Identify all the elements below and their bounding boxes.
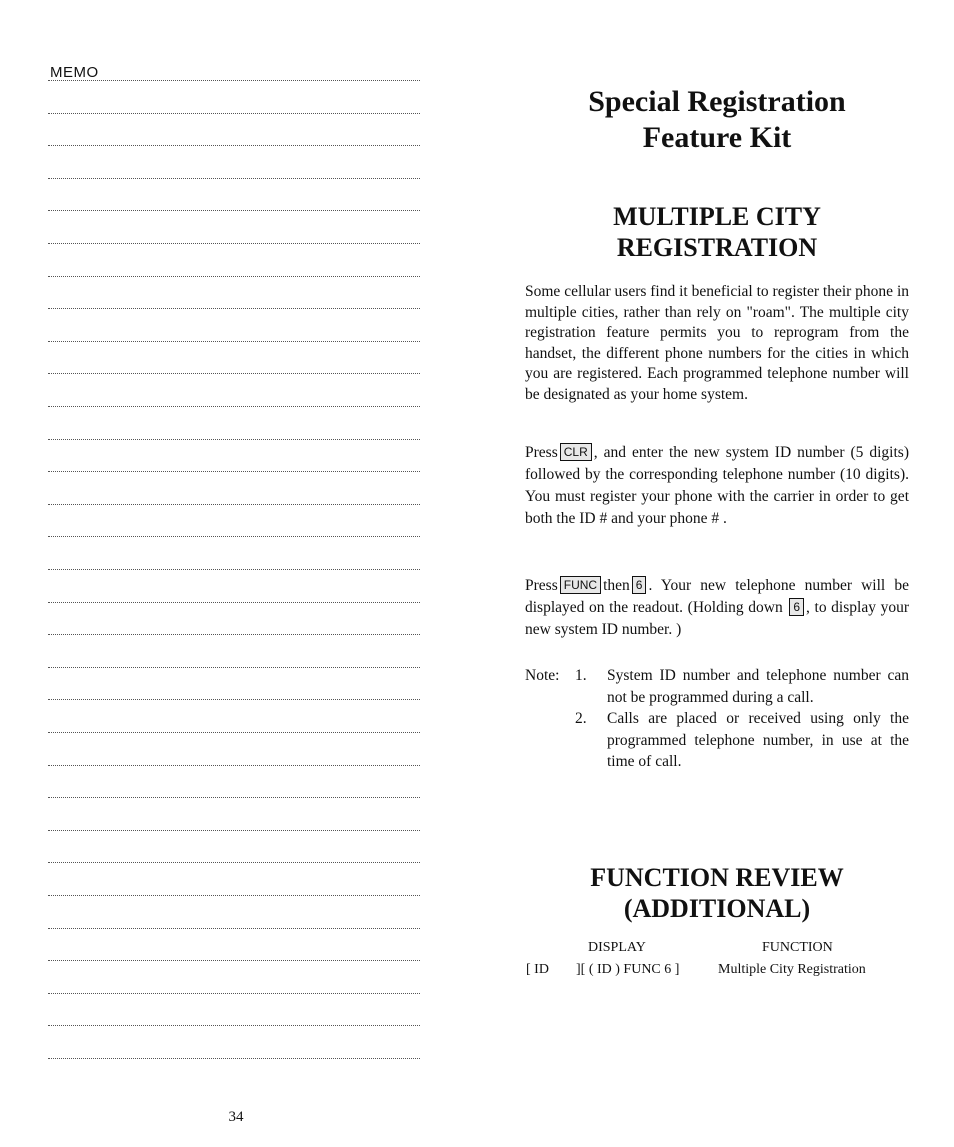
- memo-line: [48, 1058, 420, 1059]
- column-header-display: DISPLAY: [588, 940, 646, 955]
- memo-line: [48, 536, 420, 537]
- func-instruction-paragraph: [525, 575, 909, 641]
- memo-line: [48, 569, 420, 570]
- memo-line: [48, 928, 420, 929]
- memo-line: [48, 797, 420, 798]
- memo-line: [48, 341, 420, 342]
- func-instruction-text-1: . Your new telephone number will be displayed on the readout. (Holding down: [525, 577, 909, 616]
- note-text-1: System ID number and telephone number can not be programmed during a call.: [607, 667, 909, 706]
- page-number: 34: [228, 1109, 244, 1125]
- note-item-1: [525, 665, 909, 708]
- memo-line: [48, 373, 420, 374]
- func-key-icon: FUNC: [560, 576, 601, 594]
- memo-line: [48, 830, 420, 831]
- page-title-line-1: Special Registration: [588, 85, 846, 118]
- note-number-2: 2.: [575, 710, 587, 727]
- memo-line: [48, 308, 420, 309]
- memo-line: [48, 504, 420, 505]
- section-title-line-1: FUNCTION REVIEW: [590, 863, 844, 892]
- memo-line: [48, 732, 420, 733]
- page-title-line-2: Feature Kit: [642, 121, 792, 154]
- memo-line: [48, 862, 420, 863]
- memo-line: [48, 993, 420, 994]
- section-title-line-2: (ADDITIONAL): [623, 894, 811, 923]
- notes-block: [525, 665, 909, 773]
- memo-line: [48, 113, 420, 114]
- section-title-line-2: REGISTRATION: [616, 233, 818, 262]
- memo-line: [48, 243, 420, 244]
- column-header-function: FUNCTION: [762, 940, 833, 955]
- memo-line: [48, 80, 420, 81]
- section-title-function-review: [524, 862, 910, 924]
- memo-line: [48, 602, 420, 603]
- clr-press-label: Press: [525, 444, 558, 461]
- notes-label: Note:: [525, 667, 560, 684]
- memo-line: [48, 178, 420, 179]
- intro-paragraph: Some cellular users find it beneficial to register their phone in multiple cities, rather than rely on "roam". The multiple city registration feature permits you to reprogram from the handset, the different phone numbers for the cities in which you are registered. Each programmed telephone number will be designated as your home system.: [525, 283, 909, 403]
- clr-key-icon: CLR: [560, 443, 592, 461]
- memo-line: [48, 406, 420, 407]
- memo-line: [48, 145, 420, 146]
- func-instruction-text-2: , to display your new system ID number. ): [525, 599, 909, 638]
- clr-instruction-text: , and enter the new system ID number (5 digits) followed by the corresponding telephone number (10 digits). You must register your phone with the carrier in order to get both the ID # and your phone # .: [525, 444, 909, 527]
- memo-line: [48, 276, 420, 277]
- func-then-label: then: [603, 577, 630, 594]
- memo-label: MEMO: [50, 64, 99, 81]
- memo-line: [48, 895, 420, 896]
- six-key-icon: 6: [632, 576, 647, 594]
- row-function: Multiple City Registration: [718, 962, 866, 977]
- row-display-id: [ ID: [526, 962, 549, 977]
- six-key-icon-hold: 6: [789, 598, 804, 616]
- memo-line: [48, 960, 420, 961]
- memo-line: [48, 699, 420, 700]
- section-title-line-1: MULTIPLE CITY: [613, 202, 821, 231]
- memo-line: [48, 210, 420, 211]
- note-text-2: Calls are placed or received using only the programmed telephone number, in use at the time of call.: [607, 710, 909, 770]
- memo-line: [48, 765, 420, 766]
- clr-instruction-paragraph: [525, 442, 909, 530]
- func-press-label: Press: [525, 577, 558, 594]
- row-display-keys: ][ ( ID ) FUNC 6 ]: [576, 962, 680, 977]
- memo-line: [48, 634, 420, 635]
- memo-line: [48, 1025, 420, 1026]
- section-title-multiple-city: [524, 201, 910, 263]
- page-title: [524, 84, 910, 156]
- memo-line: [48, 471, 420, 472]
- note-number-1: 1.: [575, 667, 587, 684]
- memo-line: [48, 439, 420, 440]
- memo-line: [48, 667, 420, 668]
- note-item-2: [525, 708, 909, 773]
